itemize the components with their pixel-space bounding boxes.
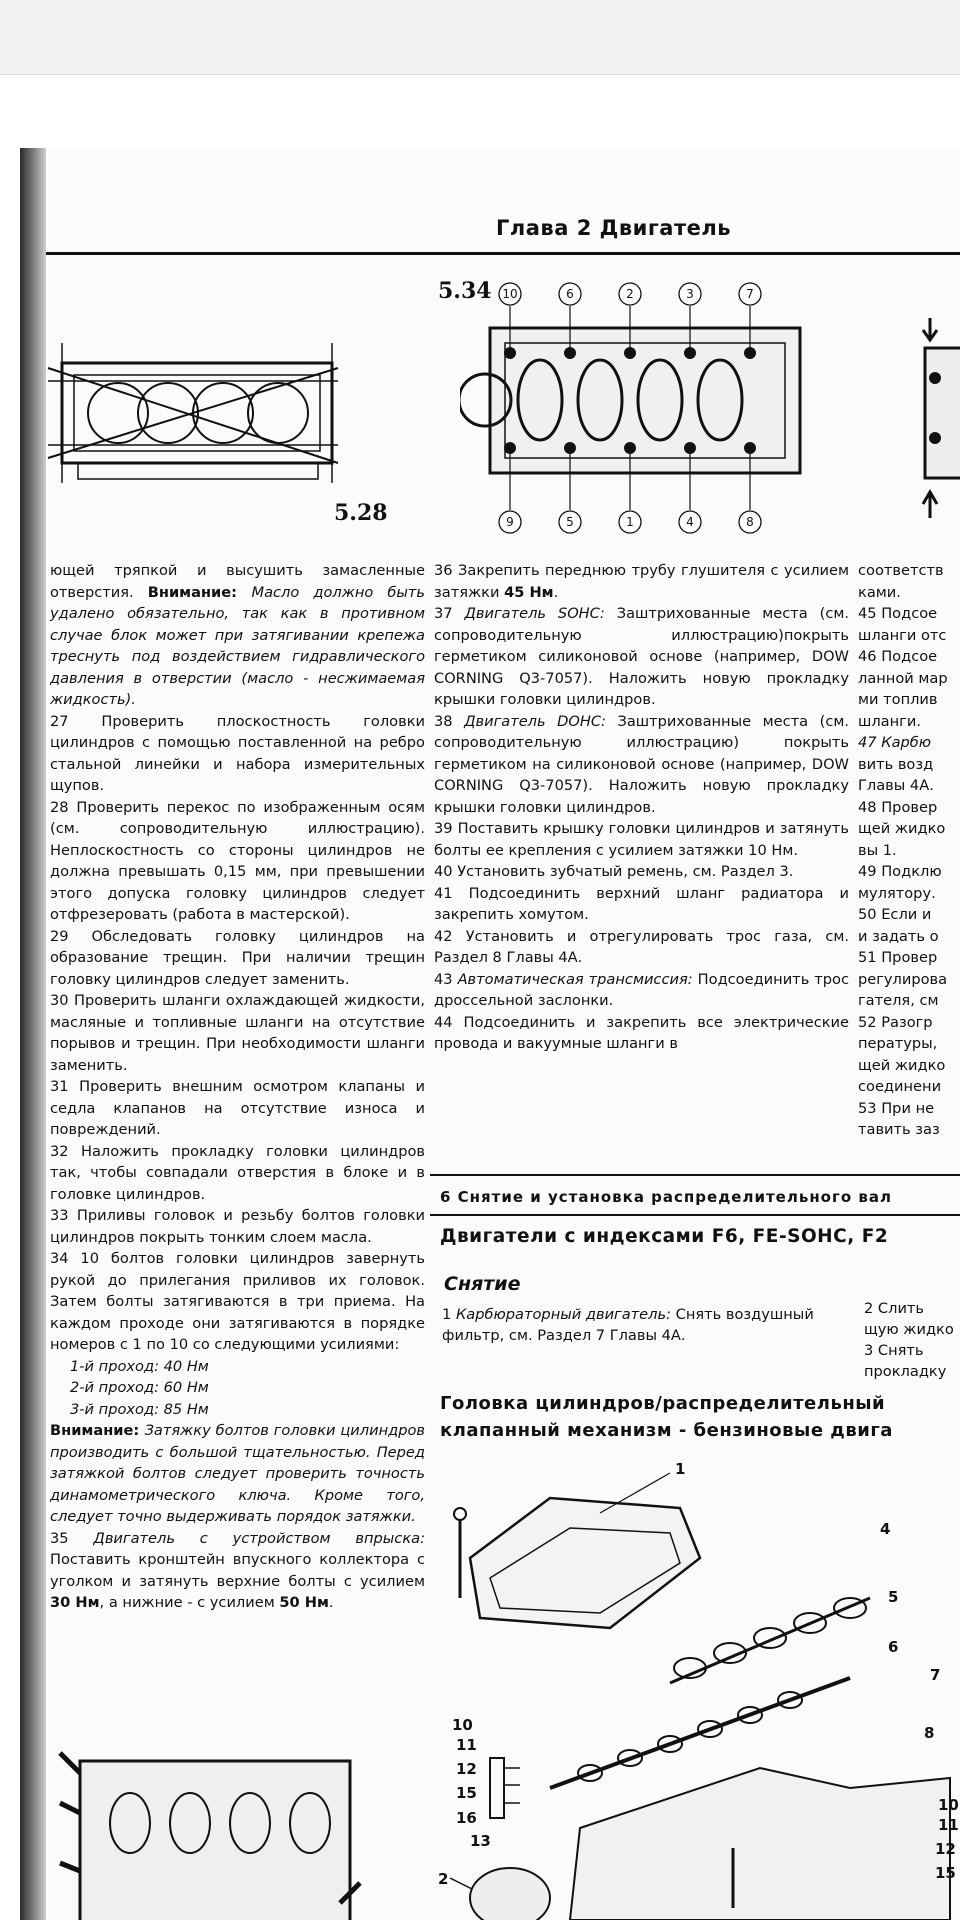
text: . xyxy=(553,583,559,601)
line: шланги. xyxy=(858,712,921,730)
part-label: 13 xyxy=(470,1832,491,1850)
line: Главы 4А. xyxy=(858,777,934,794)
exploded-view-cylinder-head xyxy=(430,1448,960,1920)
text-column-2 xyxy=(434,560,849,1055)
line: 3 Снять xyxy=(864,1342,924,1359)
text: Заштрихованные места (см. сопроводительную иллюстрацию) покрыть герметиком на силиконовой основе (например, DOW CORNING Q3-7057). Наложить новую прокладку крышки головки цилиндров. xyxy=(434,712,849,816)
removal-step-1 xyxy=(442,1304,842,1346)
torque-value: 30 Нм xyxy=(50,1594,100,1611)
bolt-number-top: 6 xyxy=(566,287,574,301)
text-column-3-cropped xyxy=(858,560,960,1141)
warning-label: Внимание: xyxy=(50,1422,145,1439)
figure-5-35-partial xyxy=(905,318,960,518)
step-34: 34 10 болтов головки цилиндров завернуть рукой до прилегания приливов их головок. Затем болты затягиваются в три приема. На каждом проходе они затягиваются в порядке номеров с 1 по 10 со следующими усилиями: xyxy=(50,1250,425,1353)
line: щей жидко xyxy=(858,820,946,837)
line: 52 Разогр xyxy=(858,1013,933,1031)
figure-5-28-label: 5.28 xyxy=(334,500,388,526)
pass-3: 3-й проход: 85 Нм xyxy=(70,1400,209,1418)
text: 1 xyxy=(442,1306,456,1323)
figure-5-34 xyxy=(460,278,810,553)
text: . xyxy=(328,1594,334,1611)
line: мулятору. xyxy=(858,884,936,902)
bolt-number-top: 3 xyxy=(686,287,694,301)
step-35 xyxy=(50,1528,425,1614)
text: 43 xyxy=(434,970,458,988)
browser-top-bar xyxy=(0,0,960,75)
line: 53 При не xyxy=(858,1099,935,1117)
bolt-number-bottom: 9 xyxy=(506,515,514,529)
line: ками. xyxy=(858,583,901,601)
line: гателя, см xyxy=(858,992,939,1009)
line: тавить заз xyxy=(858,1121,940,1138)
line: и задать о xyxy=(858,927,939,945)
line: клапанный механизм - бензиновые двига xyxy=(440,1420,893,1441)
bolt-number-bottom: 5 xyxy=(566,515,574,529)
figure-5-28 xyxy=(38,323,428,523)
line: 49 Подклю xyxy=(858,863,942,880)
text: 35 xyxy=(50,1529,94,1547)
paragraph xyxy=(50,560,425,711)
part-label: 12 xyxy=(456,1760,477,1778)
text: Подсоединить трос дроссельной заслонки. xyxy=(434,970,849,1009)
part-label: 15 xyxy=(456,1784,477,1802)
text: Заштрихованные места (см. сопроводительную иллюстрацию)покрыть герметиком силиконовой основе (например, DOW CORNING Q3-7057). Наложить новую прокладку крышки головки цилиндров. xyxy=(434,605,849,708)
line: 2 Слить xyxy=(864,1300,925,1317)
line: шланги отс xyxy=(858,626,947,644)
figure-5-34-label: 5.34 xyxy=(438,278,492,304)
text: 37 xyxy=(434,605,465,622)
part-label: 5 xyxy=(888,1588,899,1606)
line: Головка цилиндров/распределительный xyxy=(440,1393,886,1414)
bolt-number-top: 7 xyxy=(746,287,754,301)
part-label: 16 xyxy=(456,1809,477,1827)
line: 51 Провер xyxy=(858,949,938,966)
part-label: 6 xyxy=(888,1638,899,1656)
warning-text: Затяжку болтов головки цилиндров производить с большой тщательностью. Перед затяжкой болтов следует проверить точность динамометрического ключа. Кроме того, следует точно выдерживать порядок затяжки. xyxy=(50,1422,425,1525)
page-header: Глава 2 Двигатель xyxy=(496,216,732,240)
part-label: 11 xyxy=(938,1816,959,1834)
step-37 xyxy=(434,603,849,711)
part-label: 12 xyxy=(935,1840,956,1858)
section-6-bottom-rule xyxy=(430,1214,960,1216)
line: 45 Подсое xyxy=(858,605,938,622)
pass-1: 1-й проход: 40 Нм xyxy=(70,1357,209,1375)
figure-heading xyxy=(440,1390,893,1444)
step-42: 42 Установить и отрегулировать трос газа, см. Раздел 8 Главы 4А. xyxy=(434,927,849,966)
line: ми топлив xyxy=(858,691,938,708)
step-38 xyxy=(434,711,849,819)
part-label: 10 xyxy=(938,1796,959,1814)
part-label: 11 xyxy=(456,1736,477,1754)
step-39: 39 Поставить крышку головки цилиндров и затянуть болты ее крепления с усилием затяжки 10 Нм. xyxy=(434,820,849,859)
step-31: 31 Проверить внешним осмотром клапаны и седла клапанов на отсутствие износа и повреждений. xyxy=(50,1078,425,1138)
warning-label: Внимание: xyxy=(147,583,252,601)
line: 50 Если и xyxy=(858,906,932,923)
bolt-number-bottom: 8 xyxy=(746,515,754,529)
step-28: 28 Проверить перекос по изображенным осям (см. сопроводительную иллюстрацию). Неплоскостность со стороны цилиндров не должна превышать 0,15 мм, при превышении этого допуска головку цилиндров следует отфрезеровать (работа в мастерской). xyxy=(50,798,425,923)
figure-camshaft-bottom-left xyxy=(40,1743,380,1920)
step-30: 30 Проверить шланги охлаждающей жидкости, масляные и топливные шланги на отсутствие порывов и трещин. При необходимости шланги заменить. xyxy=(50,992,425,1074)
part-label: 15 xyxy=(935,1864,956,1882)
line: щей жидко xyxy=(858,1056,946,1074)
text: Автоматическая трансмиссия: xyxy=(457,970,693,988)
part-label: 2 xyxy=(438,1870,449,1888)
bolt-number-top: 10 xyxy=(502,287,518,301)
text: 36 Закрепить переднюю трубу глушителя с усилием затяжки xyxy=(434,562,849,601)
text: Двигатель DOHC: xyxy=(464,712,606,730)
bolt-number-top: 2 xyxy=(626,287,634,301)
line: пературы, xyxy=(858,1035,938,1052)
line: ланной мар xyxy=(858,669,948,687)
bolt-number-bottom: 4 xyxy=(686,515,694,529)
text: , а нижние - с усилием xyxy=(99,1594,280,1611)
step-43 xyxy=(434,969,849,1012)
text: Поставить кронштейн впускного коллектора с уголком и затянуть верхние болты с усилием xyxy=(50,1551,425,1590)
text: Снять воздушный фильтр, см. Раздел 7 Главы 4А. xyxy=(442,1306,814,1344)
step-44: 44 Подсоединить и закрепить все электрические провода и вакуумные шланги в xyxy=(434,1013,849,1052)
section-6-title: 6 Снятие и установка распределительного вал xyxy=(440,1188,892,1206)
removal-heading: Снятие xyxy=(444,1273,521,1295)
torque-value: 50 Нм xyxy=(279,1594,329,1611)
torque-value: 45 Нм xyxy=(504,583,554,601)
step-27: 27 Проверить плоскостность головки цилиндров с помощью поставленной на ребро стальной линейки и набора измерительных щупов. xyxy=(50,712,425,794)
removal-step-2-cropped xyxy=(864,1298,954,1382)
text: Двигатель SOHC: xyxy=(464,605,605,622)
line: вы 1. xyxy=(858,841,897,859)
header-rule xyxy=(46,252,960,255)
section-6-top-rule xyxy=(430,1174,960,1176)
step-41: 41 Подсоединить верхний шланг радиатора и закрепить хомутом. xyxy=(434,884,849,923)
step-33: 33 Приливы головок и резьбу болтов головки цилиндров покрыть тонким слоем масла. xyxy=(50,1207,425,1246)
step-29: 29 Обследовать головку цилиндров на образование трещин. При наличии трещин головку цилиндров следует заменить. xyxy=(50,927,425,988)
part-label: 8 xyxy=(924,1724,935,1742)
step-40: 40 Установить зубчатый ремень, см. Раздел 3. xyxy=(434,863,794,880)
engine-index-subtitle: Двигатели с индексами F6, FE-SOHC, F2 xyxy=(440,1226,889,1247)
warning-2 xyxy=(50,1420,425,1528)
part-label: 7 xyxy=(930,1666,941,1684)
text: Двигатель с устройством впрыска: xyxy=(93,1529,425,1547)
part-label: 10 xyxy=(452,1716,473,1734)
line: соответств xyxy=(858,562,944,579)
text: Карбюраторный двигатель: xyxy=(455,1306,671,1323)
pass-2: 2-й проход: 60 Нм xyxy=(70,1379,209,1396)
warning-text: Масло должно быть удалено обязательно, так как в противном случае блок может при затягивании крепежа треснуть под воздействием гидравлического давления в отверстии (масло - несжимаемая жидкость). xyxy=(50,583,425,708)
line: соединени xyxy=(858,1078,942,1095)
line: регулирова xyxy=(858,970,948,988)
line: 48 Провер xyxy=(858,798,938,816)
part-label: 1 xyxy=(675,1460,686,1478)
line: 47 Карбю xyxy=(858,734,932,751)
step-32: 32 Наложить прокладку головки цилиндров так, чтобы совпадали отверстия в блоке и в головке цилиндров. xyxy=(50,1142,425,1203)
text: ющей тряпкой и высушить замасленные отверстия. xyxy=(50,562,425,601)
line: вить возд xyxy=(858,755,934,773)
scanned-page xyxy=(20,148,960,1920)
part-label: 4 xyxy=(880,1520,891,1538)
line: щую жидко xyxy=(864,1321,954,1338)
text: 38 xyxy=(434,712,465,730)
text-column-1 xyxy=(50,560,425,1614)
line: прокладку xyxy=(864,1363,947,1380)
line: 46 Подсое xyxy=(858,648,938,665)
step-36 xyxy=(434,560,849,603)
bolt-number-bottom: 1 xyxy=(626,515,634,529)
